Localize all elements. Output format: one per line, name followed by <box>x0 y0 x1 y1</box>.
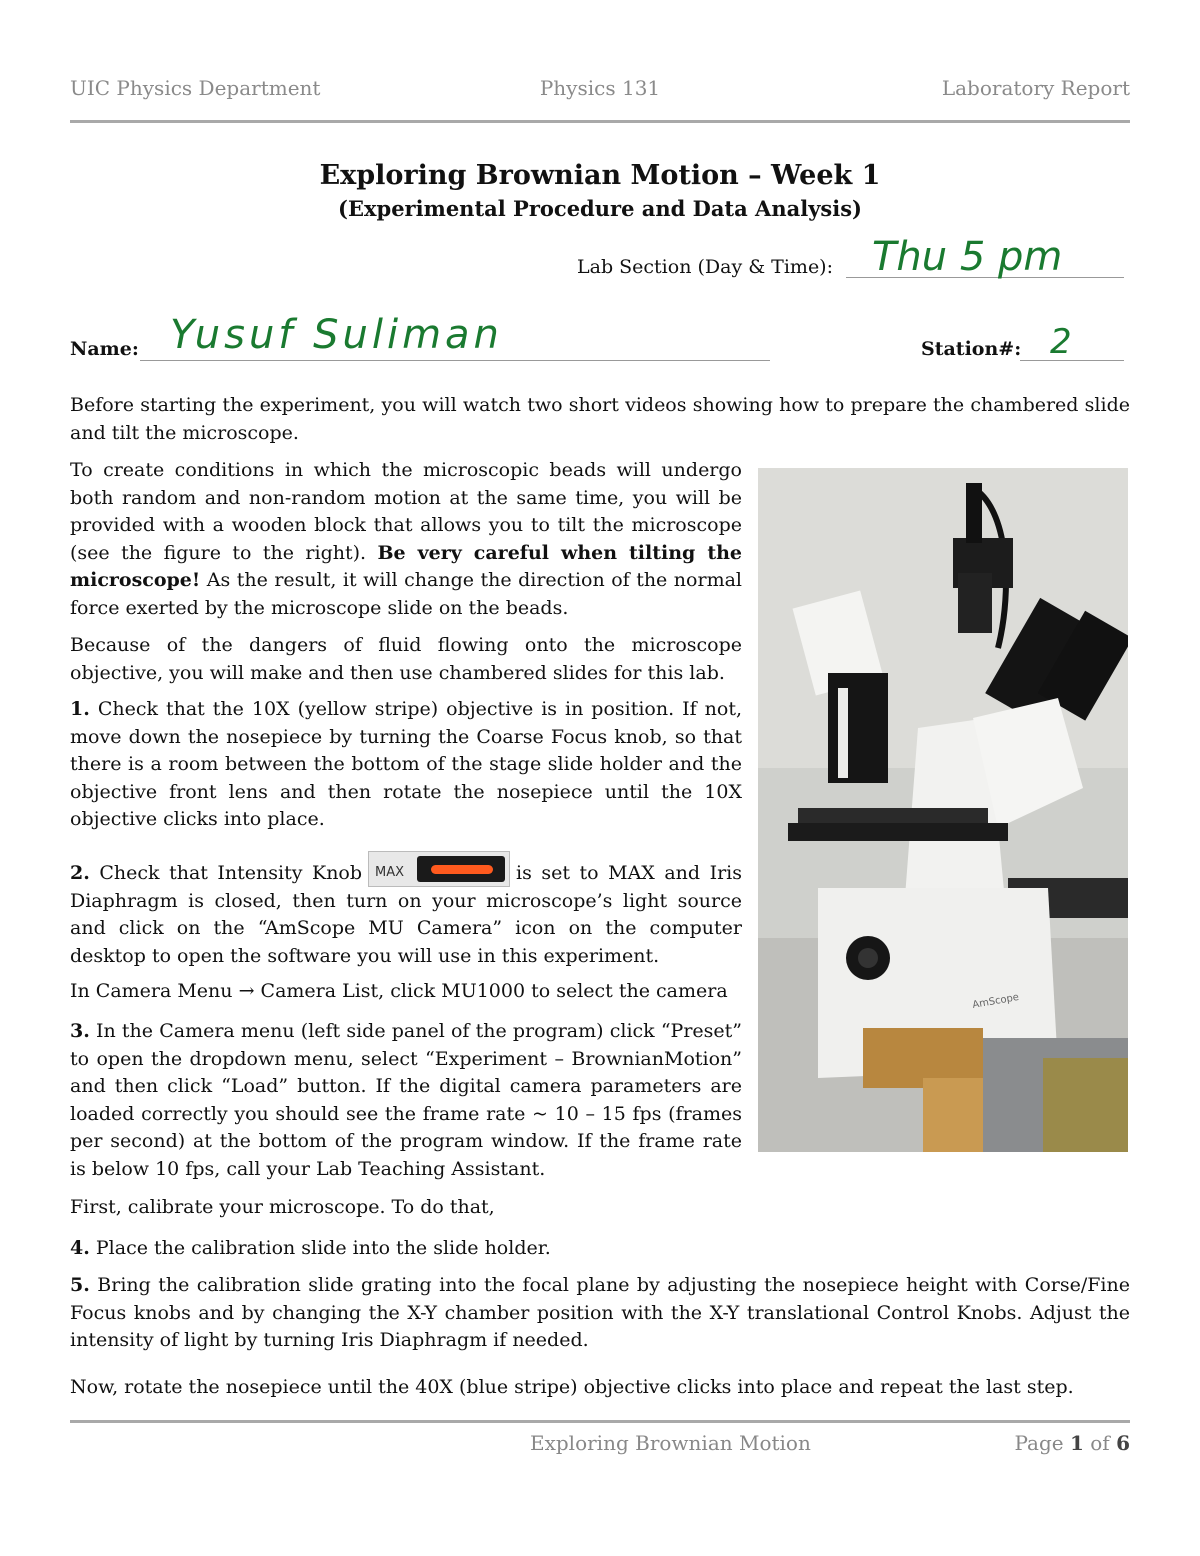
step-4-text: Place the calibration slide into the slide holder. <box>95 1237 551 1259</box>
paragraph-chambered: Because of the dangers of fluid flowing onto the microscope objective, you will make and then use chambered slides for this lab. <box>70 634 742 684</box>
final-instruction: Now, rotate the nosepiece until the 40X (blue stripe) objective clicks into place and repeat the last step. <box>70 1376 1074 1398</box>
camera-list-instruction: In Camera Menu → Camera List, click MU1000 to select the camera <box>70 980 728 1002</box>
step-4 <box>70 1235 1130 1263</box>
tilt-text-a: To create conditions in which the microscopic beads will undergo both random and non-random motion at the same time, you will be provided with a wooden block that allows you to tilt the microscope (see the figure to the right). <box>70 459 742 564</box>
station-line[interactable] <box>1020 360 1124 361</box>
header-divider <box>70 120 1130 123</box>
step-3 <box>70 1018 742 1183</box>
calibrate-intro: First, calibrate your microscope. To do that, <box>70 1196 495 1218</box>
header-department: UIC Physics Department <box>70 76 321 100</box>
page-prefix: Page <box>1014 1431 1064 1455</box>
step-2-number: 2. <box>70 862 90 884</box>
station-label: Station#: <box>921 338 1022 360</box>
step-1-number: 1. <box>70 698 90 720</box>
step-3-number: 3. <box>70 1020 90 1042</box>
step-5 <box>70 1272 1130 1355</box>
intensity-knob-image <box>368 851 510 887</box>
paragraph-tilt <box>70 457 742 622</box>
page-number <box>1015 1431 1131 1455</box>
footer-divider <box>70 1420 1130 1423</box>
lab-section-label: Lab Section (Day & Time): <box>577 256 833 278</box>
step-4-number: 4. <box>70 1237 90 1259</box>
knob-glow <box>431 865 493 874</box>
lab-section-handwriting: Thu 5 pm <box>872 234 1063 280</box>
document-title: Exploring Brownian Motion – Week 1 <box>319 160 881 191</box>
page-of: of <box>1090 1431 1110 1455</box>
step-5-number: 5. <box>70 1274 90 1296</box>
step-2-text-b: is set to MAX and Iris Diaphragm is closed, then turn on your microscope’s light source and click on the “AmScope MU Camera” icon on the computer desktop to open the software you will use in this experiment. <box>70 862 743 967</box>
step-1 <box>70 696 742 834</box>
step-2 <box>70 851 742 970</box>
step-2-text-a: Check that Intensity Knob <box>99 862 363 884</box>
footer-title: Exploring Brownian Motion <box>530 1431 811 1455</box>
tilt-text-b: As the result, it will change the direction of the normal force exerted by the microscope slide on the beads. <box>70 569 742 619</box>
step-3-text: In the Camera menu (left side panel of the program) click “Preset” to open the dropdown menu, select “Experiment – BrownianMotion” and then click “Load” button. If the digital camera parameters are loaded correctly you should see the frame rate ~ 10 – 15 fps (frames per second) at the bottom of the program window. If the frame rate is below 10 fps, call your Lab Teaching Assistant. <box>70 1020 742 1180</box>
microscope-photo <box>758 468 1128 1152</box>
knob-max-label: MAX <box>375 865 405 880</box>
name-handwriting: Yusuf Suliman <box>170 312 503 358</box>
name-label: Name: <box>70 338 139 360</box>
microscope-illustration <box>758 468 1128 1152</box>
page-current: 1 <box>1069 1431 1084 1455</box>
header-report-type: Laboratory Report <box>941 76 1130 100</box>
document-subtitle: (Experimental Procedure and Data Analysis) <box>338 196 862 221</box>
amscope-label: AmScope <box>971 991 1020 1011</box>
step-1-text: Check that the 10X (yellow stripe) objective is in position. If not, move down the nosepiece by turning the Coarse Focus knob, so that there is a room between the bottom of the stage slide holder and the objective front lens and then rotate the nosepiece until the 10X objective clicks into place. <box>70 698 742 830</box>
station-handwriting: 2 <box>1050 322 1072 362</box>
name-line[interactable] <box>140 360 770 361</box>
page-total: 6 <box>1116 1431 1130 1455</box>
intro-paragraph: Before starting the experiment, you will watch two short videos showing how to prepare the chambered slide and tilt the microscope. <box>70 394 1130 444</box>
header-course: Physics 131 <box>539 76 661 100</box>
step-5-text: Bring the calibration slide grating into the focal plane by adjusting the nosepiece height with Corse/Fine Focus knobs and by changing the X-Y chamber position with the X-Y translational Control Knobs. Adjust the intensity of light by turning Iris Diaphragm if needed. <box>70 1274 1130 1351</box>
tilt-warning: Be very careful when tilting the microscope! <box>70 541 743 591</box>
